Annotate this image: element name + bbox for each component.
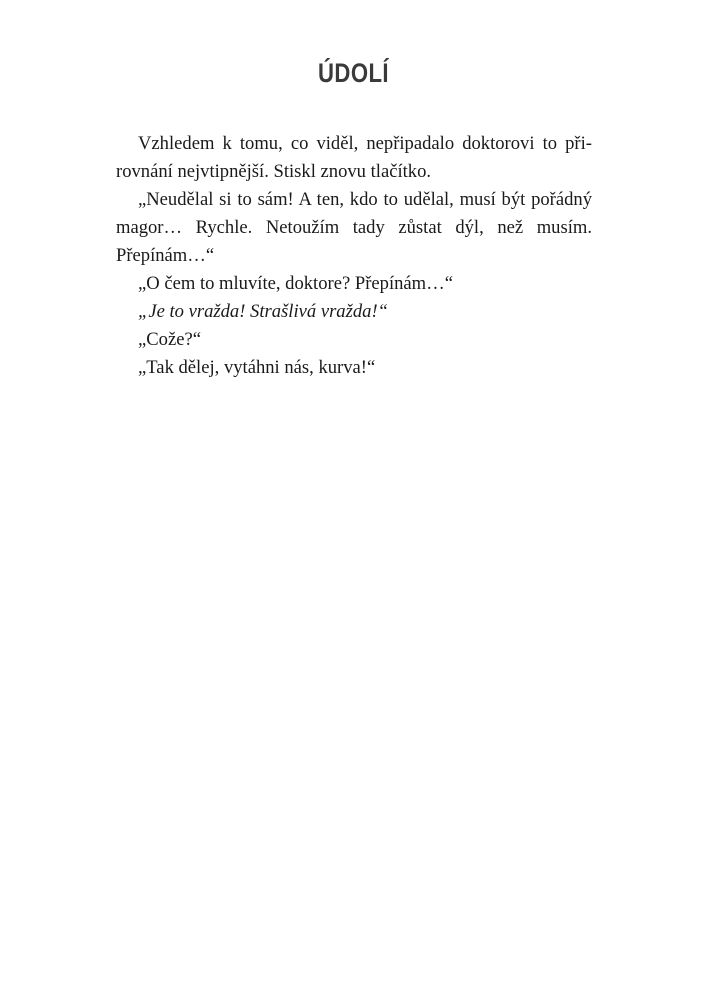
paragraph-1: Vzhledem k tomu, co viděl, nepřipadalo doktorovi to přirovnání nejvtipnější. Stiskl znovu tlačítko. xyxy=(116,133,592,182)
paragraph-5: „Cože?“ xyxy=(138,329,201,350)
paragraph-3: „O čem to mluvíte, doktore? Přepínám…“ xyxy=(138,273,453,294)
body-text xyxy=(116,130,592,382)
chapter-title: ÚDOLÍ xyxy=(318,58,389,88)
paragraph-4: „Je to vražda! Strašlivá vražda!“ xyxy=(138,301,388,322)
paragraph-2: „Neudělal si to sám! A ten, kdo to udělal, musí být pořádný magor… Rychle. Netoužím tady zůstat dýl, než musím. Přepínám…“ xyxy=(116,189,592,266)
paragraph-6: „Tak dělej, vytáhni nás, kurva!“ xyxy=(138,357,376,378)
